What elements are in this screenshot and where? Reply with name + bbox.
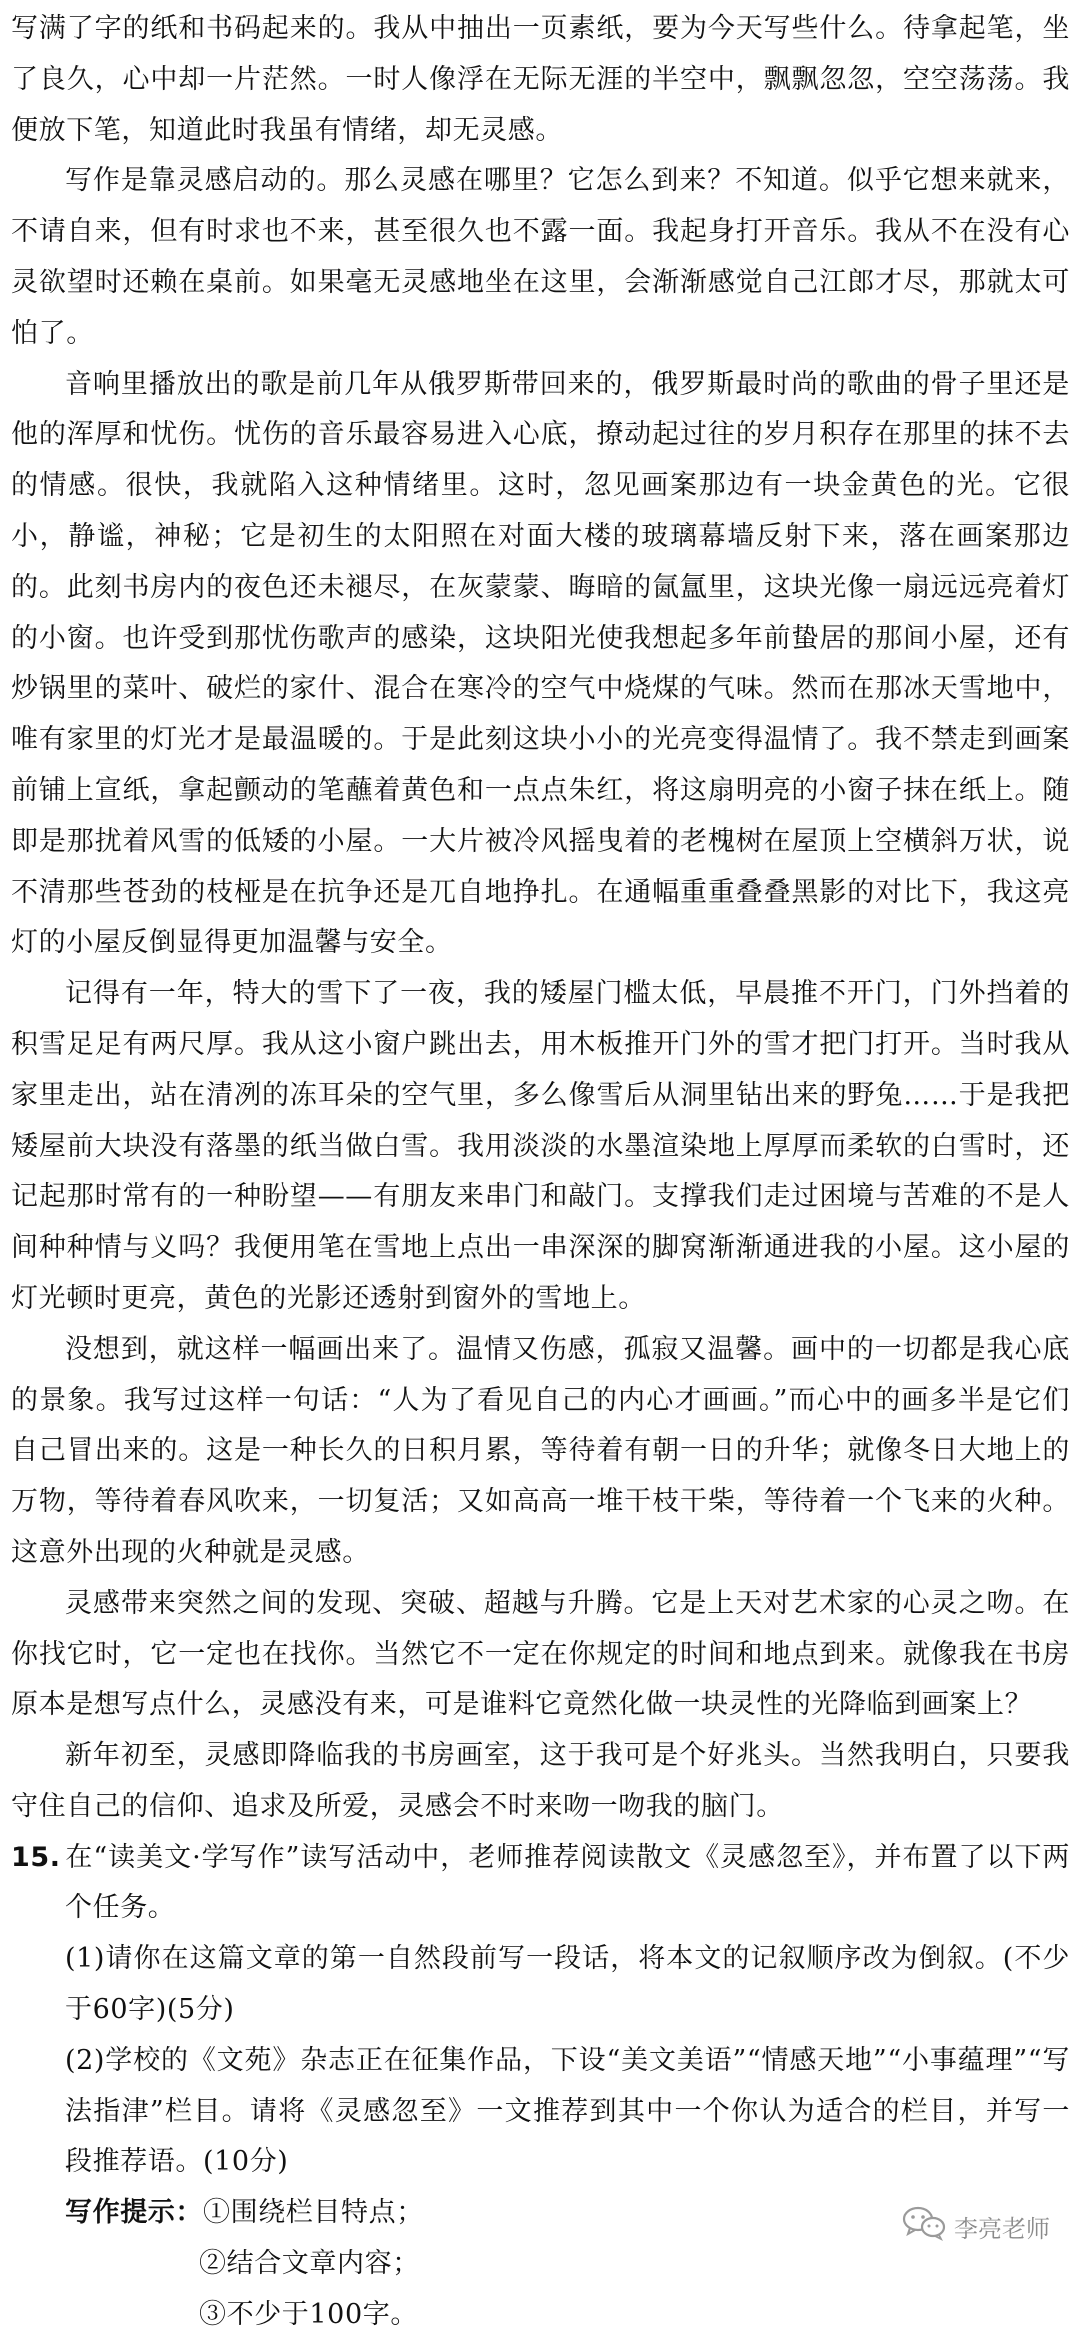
question-15: [11, 1833, 1070, 2341]
article-paragraph-4: 记得有一年，特大的雪下了一夜，我的矮屋门槛太低，早晨推不开门，门外挡着的积雪足足有两尺厚。我从这小窗户跳出去，用木板推开门外的雪才把门打开。当时我从家里走出，站在清冽的冻耳朵的空气里，多么像雪后从洞里钻出来的野兔……于是我把矮屋前大块没有落墨的纸当做白雪。我用淡淡的水墨渲染地上厚厚而柔软的白雪时，还记起那时常有的一种盼望——有朋友来串门和敲门。支撑我们走过困境与苦难的不是人间种种情与义吗？我便用笔在雪地上点出一串深深的脚窝渐渐通进我的小屋。这小屋的灯光顿时更亮，黄色的光影还透射到窗外的雪地上。: [11, 978, 1070, 1314]
article-paragraph-2: 写作是靠灵感启动的。那么灵感在哪里？它怎么到来？不知道。似乎它想来就来，不请自来，但有时求也不来，甚至很久也不露一面。我起身打开音乐。我从不在没有心灵欲望时还赖在桌前。如果毫无灵感地坐在这里，会渐渐感觉自己江郎才尽，那就太可怕了。: [11, 165, 1070, 349]
question-stem: 在“读美文·学写作”读写活动中，老师推荐阅读散文《灵感忽至》，并布置了以下两个任务。: [65, 1841, 1070, 1924]
question-stem-line: [11, 1833, 1070, 1935]
wechat-icon: [902, 2205, 946, 2247]
question-number: 15.: [11, 1841, 61, 1873]
article-paragraph-3: 音响里播放出的歌是前几年从俄罗斯带回来的，俄罗斯最时尚的歌曲的骨子里还是他的浑厚和忧伤。忧伤的音乐最容易进入心底，撩动起过往的岁月积存在那里的抹不去的情感。很快，我就陷入这种情绪里。这时，忽见画案那边有一块金黄色的光。它很小，静谧，神秘；它是初生的太阳照在对面大楼的玻璃幕墙反射下来，落在画案那边的。此刻书房内的夜色还未褪尽，在灰蒙蒙、晦暗的氤氲里，这块光像一扇远远亮着灯的小窗。也许受到那忧伤歌声的感染，这块阳光使我想起多年前蛰居的那间小屋，还有炒锅里的菜叶、破烂的家什、混合在寒冷的空气中烧煤的气味。然而在那冰天雪地中，唯有家里的灯光才是最温暖的。于是此刻这块小小的光亮变得温情了。我不禁走到画案前铺上宣纸，拿起颤动的笔蘸着黄色和一点点朱红，将这扇明亮的小窗子抹在纸上。随即是那扰着风雪的低矮的小屋。一大片被冷风摇曳着的老槐树在屋顶上空横斜万状，说不清那些苍劲的枝桠是在抗争还是兀自地挣扎。在通幅重重叠叠黑影的对比下，我这亮灯的小屋反倒显得更加温馨与安全。: [11, 368, 1070, 959]
writing-hint-1: ①围绕栏目特点；: [203, 2197, 424, 2229]
article-paragraph-1: 写满了字的纸和书码起来的。我从中抽出一页素纸，要为今天写些什么。待拿起笔，坐了良久，心中却一片茫然。一时人像浮在无际无涯的半空中，飘飘忽忽，空空荡荡。我便放下笔，知道此时我虽有情绪，却无灵感。: [11, 13, 1070, 146]
writing-hint-3: ③不少于100字。: [199, 2298, 418, 2330]
question-task-2: (2)学校的《文苑》杂志正在征集作品，下设“美文美语”“情感天地”“小事蕴理”“写法指津”栏目。请将《灵感忽至》一文推荐到其中一个你认为适合的栏目，并写一段推荐语。(10分): [65, 2044, 1070, 2178]
watermark-text: 李亮老师: [954, 2214, 1050, 2243]
article-paragraph-6: 灵感带来突然之间的发现、突破、超越与升腾。它是上天对艺术家的心灵之吻。在你找它时，它一定也在找你。当然它不一定在你规定的时间和地点到来。就像我在书房原本是想写点什么，灵感没有来，可是谁料它竟然化做一块灵性的光降临到画案上？: [11, 1587, 1070, 1721]
article-paragraph-7: 新年初至，灵感即降临我的书房画室，这于我可是个好兆头。当然我明白，只要我守住自己的信仰、追求及所爱，灵感会不时来吻一吻我的脑门。: [11, 1740, 1070, 1822]
article-paragraph-5: 没想到，就这样一幅画出来了。温情又伤感，孤寂又温馨。画中的一切都是我心底的景象。我写过这样一句话：“人为了看见自己的内心才画画。”而心中的画多半是它们自己冒出来的。这是一种长久的日积月累，等待着有朝一日的升华；就像冬日大地上的万物，等待着春风吹来，一切复活；又如高高一堆干枝干柴，等待着一个飞来的火种。这意外出现的火种就是灵感。: [11, 1333, 1070, 1568]
article-body: [11, 4, 1070, 1833]
watermark: [902, 2205, 1050, 2247]
writing-hint-2: ②结合文章内容；: [199, 2248, 420, 2280]
writing-hint-label: 写作提示：: [65, 2197, 203, 2229]
question-task-1: (1)请你在这篇文章的第一自然段前写一段话，将本文的记叙顺序改为倒叙。(不少于60字)(5分): [65, 1943, 1070, 2026]
